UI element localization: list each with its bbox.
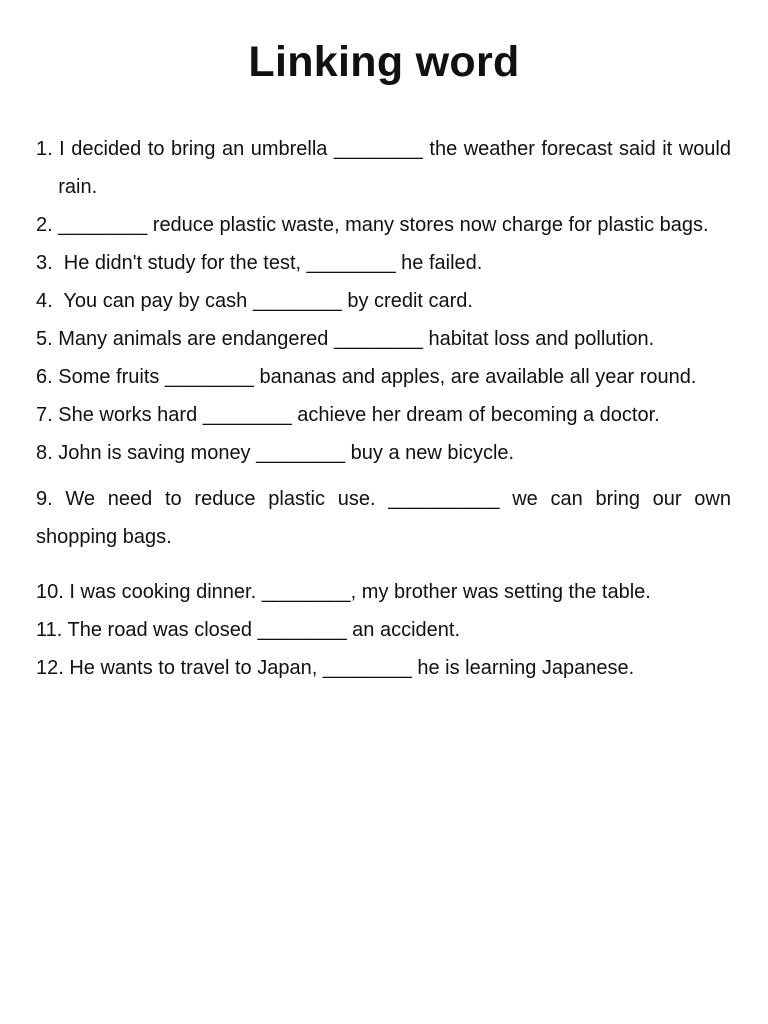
page-title: Linking word — [248, 38, 520, 86]
question-5: 5. Many animals are endangered ________ habitat loss and pollution. — [36, 328, 655, 350]
question-7: 7. She works hard ________ achieve her dream of becoming a doctor. — [36, 404, 660, 426]
question-6: 6. Some fruits ________ bananas and apples, are available all year round. — [36, 366, 697, 388]
question-2: 2. ________ reduce plastic waste, many stores now charge for plastic bags. — [36, 214, 709, 236]
question-3: 3. He didn't study for the test, ________ he failed. — [36, 252, 483, 274]
question-10: 10. I was cooking dinner. ________, my brother was setting the table. — [36, 581, 651, 603]
question-12: 12. He wants to travel to Japan, ________ he is learning Japanese. — [36, 657, 635, 679]
question-11: 11. The road was closed ________ an accident. — [36, 619, 461, 641]
question-9: 9. We need to reduce plastic use. __________ we can bring our own shopping bags. — [36, 488, 731, 548]
question-1: 1. I decided to bring an umbrella ________ the weather forecast said it would rain. — [36, 138, 731, 198]
question-8: 8. John is saving money ________ buy a new bicycle. — [36, 442, 515, 464]
question-list — [36, 130, 731, 687]
question-4: 4. You can pay by cash ________ by credit card. — [36, 290, 473, 312]
